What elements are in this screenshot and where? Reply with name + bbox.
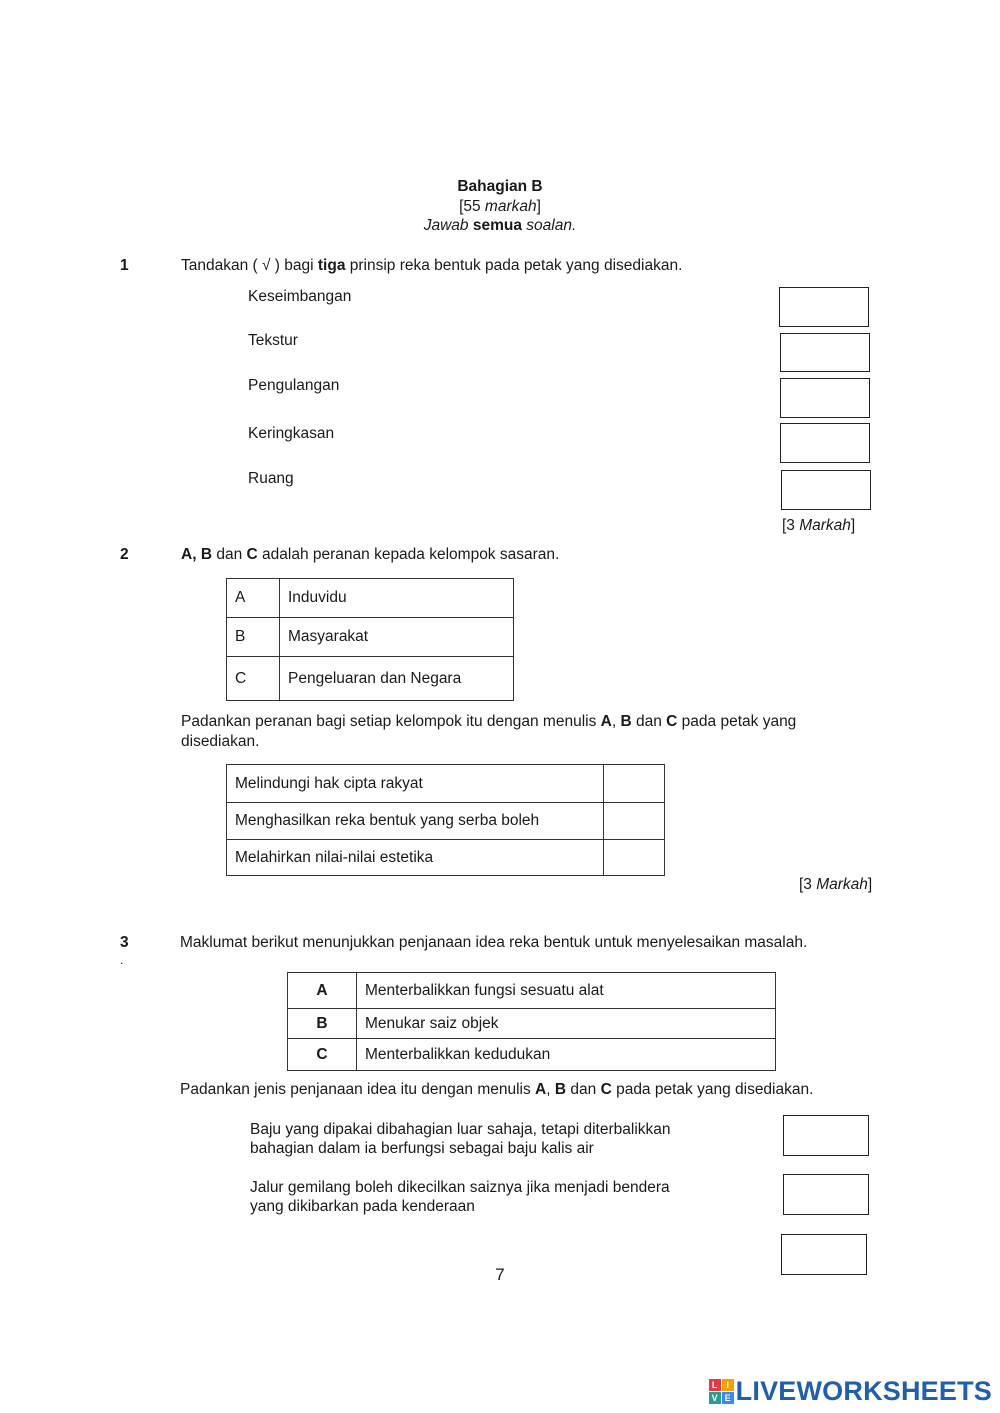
idea-letter: B [288, 1009, 357, 1039]
q3-statement-2: Jalur gemilang boleh dikecilkan saiznya jika menjadi bendera yang dikibarkan pada kenderaan [250, 1179, 670, 1215]
q3-ideas-table [287, 972, 776, 1071]
group-letter: A [227, 579, 280, 618]
q1-item-label: Tekstur [248, 332, 298, 349]
group-label: Pengeluaran dan Negara [280, 657, 514, 701]
q1-marks: [3 Markah] [782, 517, 856, 534]
q1-answer-box[interactable] [780, 333, 870, 372]
group-label: Masyarakat [280, 618, 514, 657]
role-label: Melahirkan nilai-nilai estetika [227, 840, 604, 876]
role-answer-cell[interactable] [604, 765, 665, 803]
table-row [227, 803, 665, 840]
idea-letter: C [288, 1039, 357, 1071]
question-2-number: 2 [120, 546, 129, 563]
q2-instruction: Padankan peranan bagi setiap kelompok itu dengan menulis A, B dan C pada petak yang disediakan. [181, 713, 797, 750]
q1-item-label: Pengulangan [248, 377, 340, 394]
q1-answer-box[interactable] [779, 287, 869, 327]
table-row [227, 765, 665, 803]
page-number: 7 [495, 1265, 505, 1284]
q3-answer-box[interactable] [783, 1115, 869, 1156]
q1-answer-box[interactable] [780, 423, 870, 463]
liveworksheets-icon: L I V E [709, 1379, 734, 1404]
table-row [227, 840, 665, 876]
group-letter: B [227, 618, 280, 657]
question-3-text: Maklumat berikut menunjukkan penjanaan idea reka bentuk untuk menyelesaikan masalah. [180, 934, 808, 951]
role-label: Menghasilkan reka bentuk yang serba boleh [227, 803, 604, 840]
idea-label: Menterbalikkan fungsi sesuatu alat [357, 973, 776, 1009]
table-row [227, 579, 514, 618]
idea-letter: A [288, 973, 357, 1009]
section-instruction: Jawab semua soalan. [423, 217, 577, 234]
question-3-number: 3 [120, 934, 129, 951]
table-row [227, 618, 514, 657]
q3-statement-1: Baju yang dipakai dibahagian luar sahaja, tetapi diterbalikkan bahagian dalam ia berfungsi sebagai baju kalis air [250, 1121, 671, 1157]
role-label: Melindungi hak cipta rakyat [227, 765, 604, 803]
group-label: Induvidu [280, 579, 514, 618]
table-row [227, 657, 514, 701]
q1-answer-box[interactable] [781, 470, 871, 510]
liveworksheets-logo [709, 1376, 992, 1407]
table-row [288, 973, 776, 1009]
q3-instruction: Padankan jenis penjanaan idea itu dengan menulis A, B dan C pada petak yang disediakan. [180, 1081, 814, 1098]
table-row [288, 1009, 776, 1039]
q1-item-label: Keseimbangan [248, 288, 352, 305]
q3-answer-box[interactable] [783, 1174, 869, 1215]
table-row [288, 1039, 776, 1071]
section-marks: [55 markah] [459, 198, 541, 215]
question-1-number: 1 [120, 257, 129, 274]
q2-groups-table [226, 578, 514, 701]
role-answer-cell[interactable] [604, 803, 665, 840]
group-letter: C [227, 657, 280, 701]
idea-label: Menterbalikkan kedudukan [357, 1039, 776, 1071]
q2-roles-table [226, 764, 665, 876]
watermark-text: LIVEWORKSHEETS [735, 1376, 992, 1406]
question-2-text: A, B dan C adalah peranan kepada kelompok sasaran. [181, 546, 560, 563]
stray-dot: . [120, 953, 124, 967]
idea-label: Menukar saiz objek [357, 1009, 776, 1039]
question-1-text: Tandakan ( √ ) bagi tiga prinsip reka bentuk pada petak yang disediakan. [181, 257, 683, 274]
q1-item-label: Ruang [248, 470, 294, 487]
section-title: Bahagian B [457, 178, 543, 195]
q1-item-label: Keringkasan [248, 425, 335, 442]
q2-marks: [3 Markah] [799, 876, 873, 893]
role-answer-cell[interactable] [604, 840, 665, 876]
q1-answer-box[interactable] [780, 378, 870, 418]
